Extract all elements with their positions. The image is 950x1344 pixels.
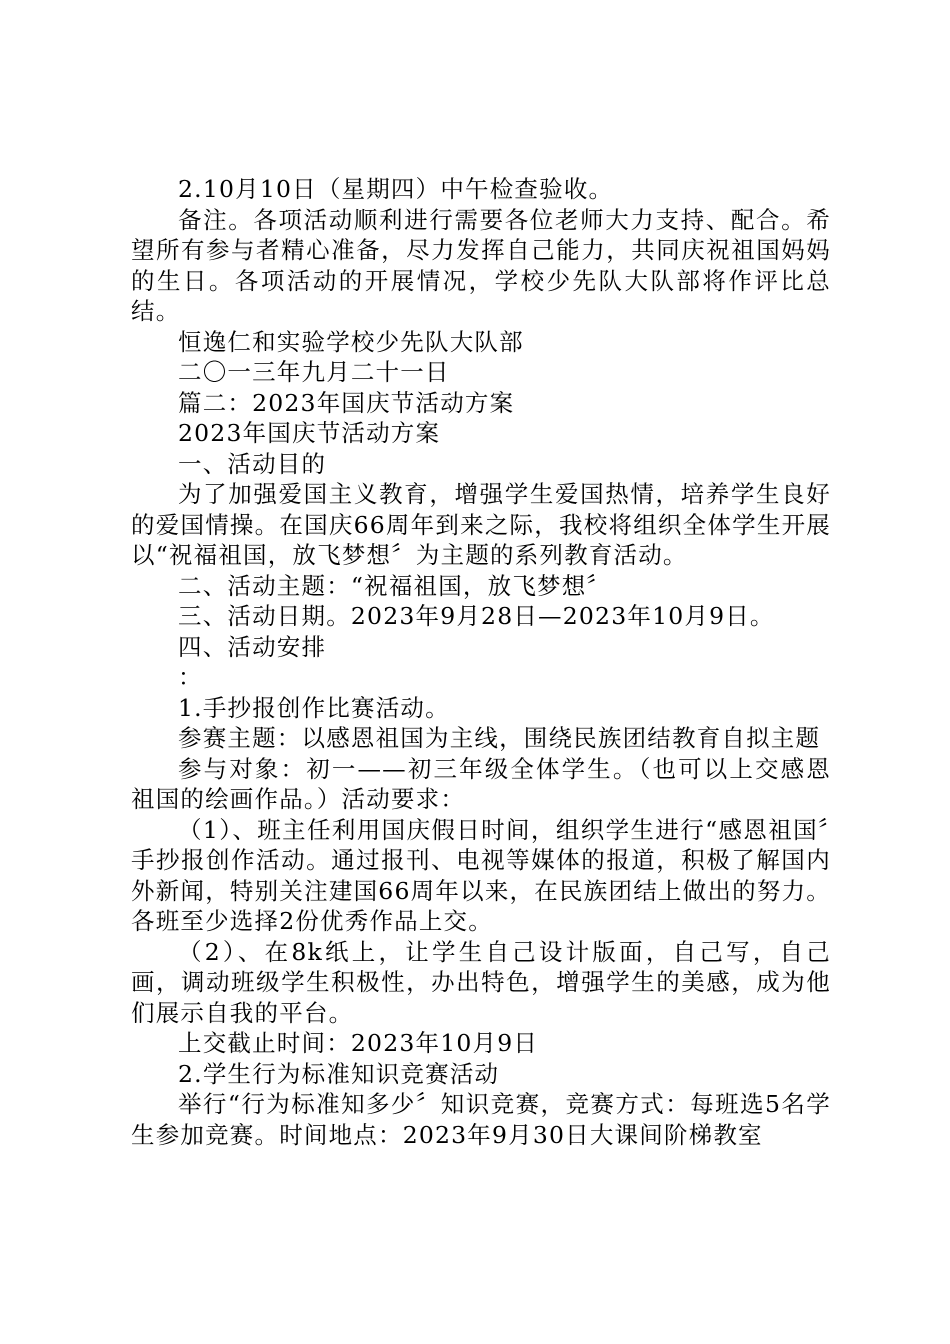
paragraph-section-two-title: 篇二：2023年国庆节活动方案 <box>178 388 515 417</box>
paragraph-purpose-body: 为了加强爱国主义教育，增强学生爱国热情，培养学生良好的爱国情操。在国庆66周年到来之际，我校将组织全体学生开展以“祝福祖国，放飞梦想〞为主题的系列教育活动。 <box>131 480 831 569</box>
paragraph-checking-date: 2.10月10日（星期四）中午检查验收。 <box>178 175 614 203</box>
paragraph-item-two: 2.学生行为标准知识竞赛活动 <box>178 1059 500 1088</box>
paragraph-requirement-two: （2）、在8k纸上，让学生自己设计版面，自己写，自己画，调动班级学生积极性，办出特色，增强学生的美感，成为他们展示自我的平台。 <box>131 937 831 1027</box>
paragraph-contest-theme: 参赛主题：以感恩祖国为主线，围绕民族团结教育自拟主题 <box>178 724 821 752</box>
paragraph-requirement-one: （1）、班主任利用国庆假日时间，组织学生进行“感恩祖国〞手抄报创作活动。通过报刊、电视等媒体的报道，积极了解国内外新闻，特别关注建国66周年以来，在民族团结上做出的努力。各班至少选择2份优秀作品上交。 <box>131 815 831 935</box>
paragraph-heading-purpose: 一、活动目的 <box>178 449 327 478</box>
paragraph-organization: 恒逸仁和实验学校少先队大队部 <box>178 327 524 356</box>
paragraph-heading-dates: 三、活动日期。2023年9月28日—2023年10月9日。 <box>178 602 775 630</box>
paragraph-plan-title: 2023年国庆节活动方案 <box>178 419 441 447</box>
paragraph-colon: ： <box>178 663 203 691</box>
document-body <box>131 174 831 1150</box>
paragraph-heading-arrangement: 四、活动安排 <box>178 632 327 661</box>
paragraph-heading-theme: 二、活动主题：“祝福祖国，放飞梦想〞 <box>178 571 612 600</box>
paragraph-participants: 参与对象：初一——初三年级全体学生。（也可以上交感恩祖国的绘画作品。）活动要求： <box>131 754 831 813</box>
paragraph-quiz-details: 举行“行为标准知多少〞知识竞赛，竞赛方式：每班选5名学生参加竞赛。时间地点：2023年9月30日大课间阶梯教室 <box>131 1090 831 1149</box>
paragraph-deadline: 上交截止时间：2023年10月9日 <box>178 1029 539 1057</box>
paragraph-date: 二〇一三年九月二十一日 <box>178 358 450 386</box>
paragraph-item-one: 1.手抄报创作比赛活动。 <box>178 693 450 722</box>
paragraph-remarks: 备注。各项活动顺利进行需要各位老师大力支持、配合。希望所有参与者精心准备，尽力发挥自己能力，共同庆祝祖国妈妈的生日。各项活动的开展情况，学校少先队大队部将作评比总结。 <box>131 205 831 325</box>
